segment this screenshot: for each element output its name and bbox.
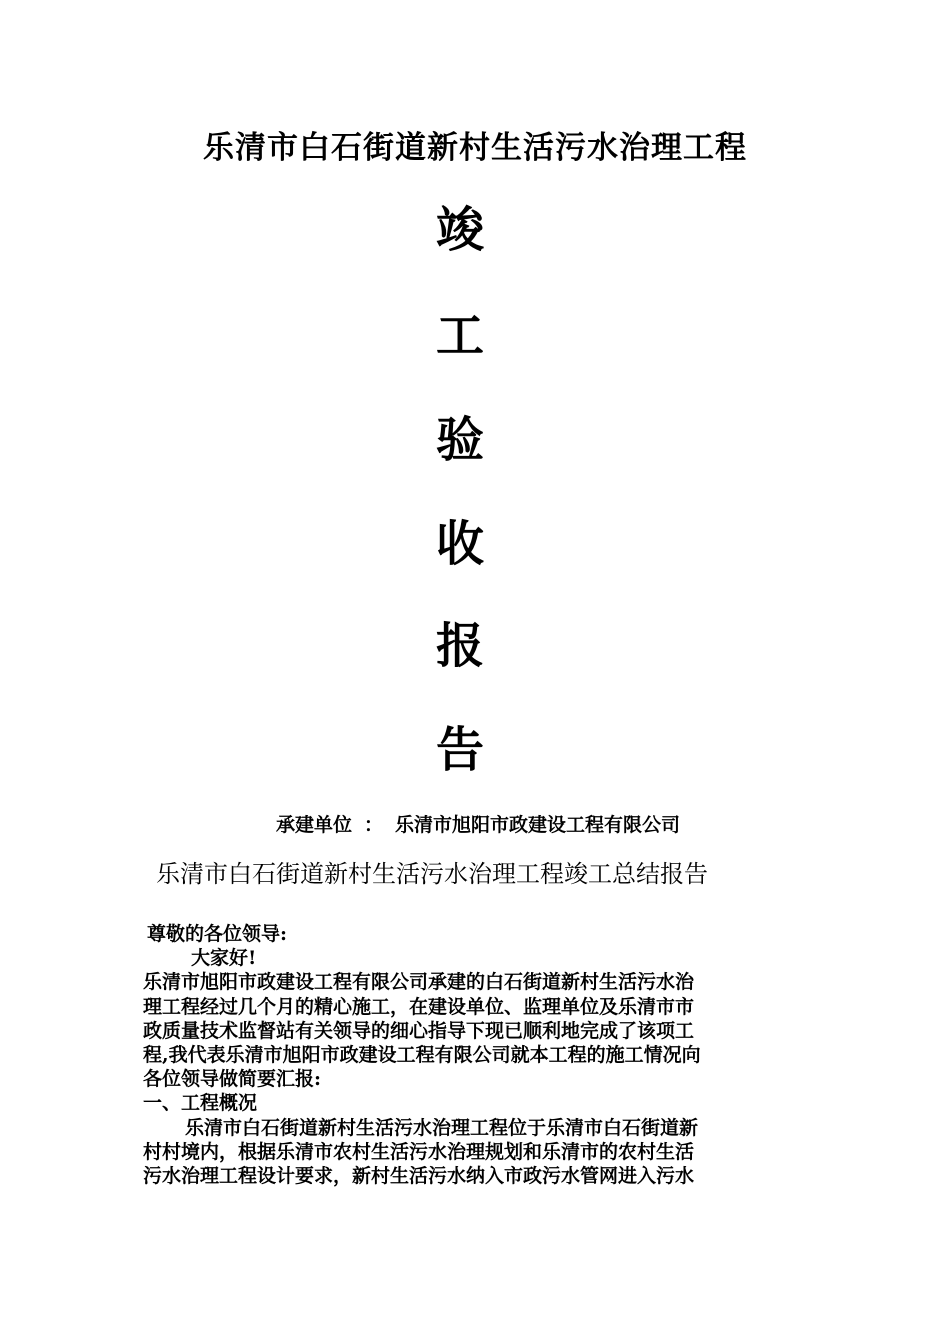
- body-line: 各位领导做简要汇报:: [143, 1068, 322, 1091]
- summary-body: [143, 922, 813, 1188]
- section-heading: 一、工程概况: [143, 1092, 258, 1115]
- body-line: 程,我代表乐清市旭阳市政建设工程有限公司就本工程的施工情况向: [143, 1044, 701, 1067]
- report-title-char-6: 告: [435, 722, 484, 778]
- body-line: 污水治理工程设计要求，新村生活污水纳入市政污水管网进入污水: [143, 1165, 695, 1188]
- report-title-char-1: 竣: [435, 202, 484, 258]
- contractor-line: [276, 812, 680, 838]
- body-line: 理工程经过几个月的精心施工，在建设单位、监理单位及乐清市市: [143, 995, 695, 1018]
- greeting: 大家好!: [191, 947, 257, 970]
- report-title-char-2: 工: [435, 308, 484, 364]
- contractor-name: 乐清市旭阳市政建设工程有限公司: [395, 814, 681, 836]
- project-title: 乐清市白石街道新村生活污水治理工程: [203, 130, 747, 166]
- contractor-colon: ：: [364, 814, 384, 836]
- body-line: 政质量技术监督站有关领导的细心指导下现已顺利地完成了该项工: [143, 1019, 695, 1042]
- report-title-char-4: 收: [435, 516, 484, 572]
- body-line: 乐清市白石街道新村生活污水治理工程位于乐清市白石街道新: [185, 1116, 699, 1139]
- report-title-char-3: 验: [435, 412, 484, 468]
- summary-title: 乐清市白石街道新村生活污水治理工程竣工总结报告: [156, 860, 708, 888]
- body-line: 乐清市旭阳市政建设工程有限公司承建的白石街道新村生活污水治: [143, 971, 695, 994]
- report-title-char-5: 报: [435, 618, 484, 674]
- body-line: 村村境内，根据乐清市农村生活污水治理规划和乐清市的农村生活: [143, 1140, 695, 1163]
- contractor-label: 承建单位: [276, 814, 353, 836]
- salutation: 尊敬的各位领导:: [147, 923, 288, 945]
